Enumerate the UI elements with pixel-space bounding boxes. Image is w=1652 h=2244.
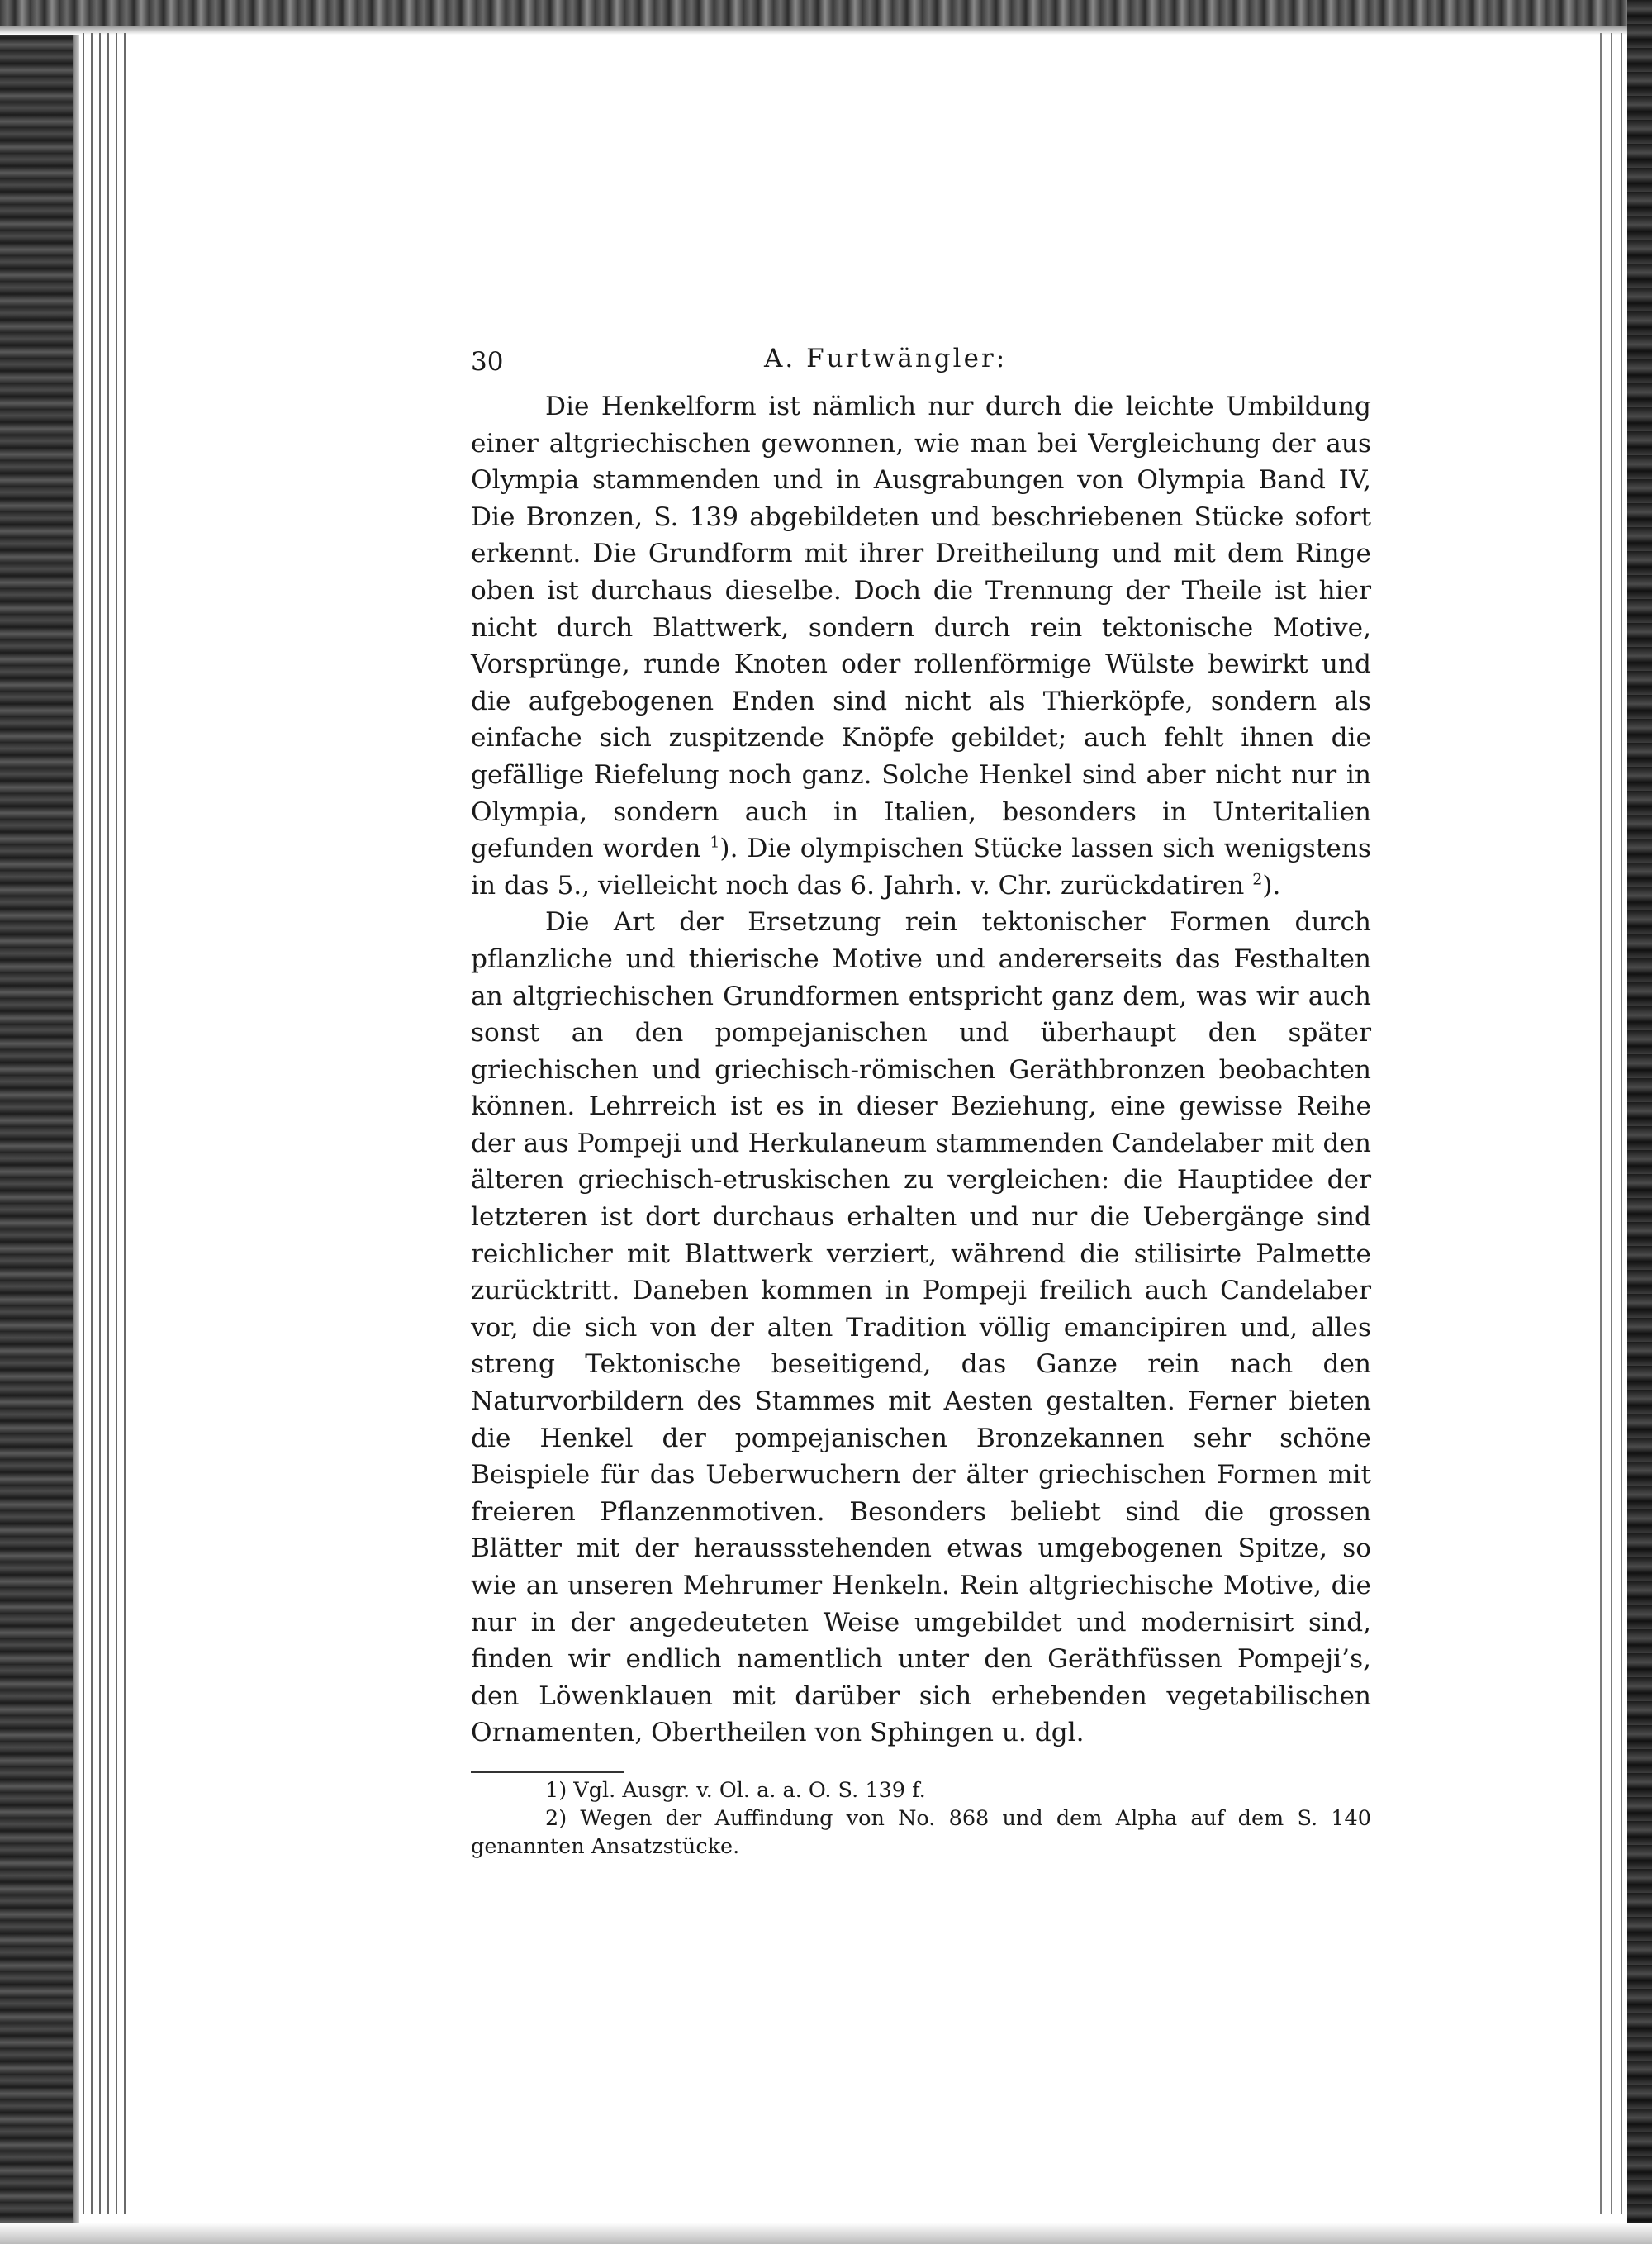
footnote-separator bbox=[471, 1771, 624, 1773]
binding-shadow bbox=[73, 0, 79, 2244]
running-head bbox=[471, 339, 1371, 388]
footnote-marker: 1 bbox=[710, 833, 720, 852]
top-scan-shadow bbox=[0, 26, 1652, 35]
bottom-scan-edge bbox=[0, 2223, 1652, 2244]
page-stack-line bbox=[91, 33, 93, 2214]
running-head-author: A. Furtwängler: bbox=[764, 344, 1008, 373]
page-stack-line bbox=[1621, 33, 1622, 2214]
paragraph bbox=[471, 388, 1371, 904]
page-stack-line bbox=[1600, 33, 1602, 2214]
right-scan-edge bbox=[1627, 0, 1652, 2244]
page-stack-line bbox=[83, 33, 84, 2214]
text-block bbox=[471, 339, 1371, 1861]
book-binding-edge bbox=[0, 0, 76, 2244]
footnote-marker: 2 bbox=[1252, 870, 1263, 889]
page-stack-line bbox=[1611, 33, 1612, 2214]
page-stack-line bbox=[124, 33, 126, 2214]
paragraph-text: ). Die olympischen Stücke lassen sich wenigstens in das 5., vielleicht noch das 6. Jahrh. v. Chr. zurückdatiren bbox=[471, 834, 1372, 901]
page-stack-line bbox=[116, 33, 117, 2214]
top-scan-edge bbox=[0, 0, 1652, 28]
paragraph-text: Die Henkelform ist nämlich nur durch die leichte Umbildung einer altgriechischen gewonnen, wie man bei Vergleichung der aus Olympia stammenden und in Ausgrabungen von Olympia Band IV, Die Bronzen, S. 139 abgebildeten und beschriebenen Stücke sofort erkennt. Die Grundform mit ihrer Dreitheilung und mit dem Ringe oben ist durchaus dieselbe. Doch die Trennung der Theile ist hier nicht durch Blattwerk, sondern durch rein tektonische Motive, Vorsprünge, runde Knoten oder rollenförmige Wülste bewirkt und die aufgebogenen Enden sind nicht als Thierköpfe, sondern als einfache sich zuspitzende Knöpfe gebildet; auch fehlt ihnen die gefällige Riefelung noch ganz. Solche Henkel sind aber nicht nur in Olympia, sondern auch in Italien, besonders in Unteritalien gefunden worden bbox=[471, 392, 1371, 864]
paragraph-text: Die Art der Ersetzung rein tektonischer Formen durch pflanzliche und thierische Motive und andererseits das Festhalten an altgriechischen Grundformen entspricht ganz dem, was wir auch sonst an den pompejanischen und überhaupt den später griechischen und griechisch-römischen Geräthbronzen beobachten können. Lehrreich ist es in dieser Beziehung, eine gewisse Reihe der aus Pompeji und Herkulaneum stammenden Candelaber mit den älteren griechisch-etruskischen zu vergleichen: die Hauptidee der letzteren ist dort durchaus erhalten und nur die Uebergänge sind reichlicher mit Blattwerk verziert, während die stilisirte Palmette zurücktritt. Daneben kommen in Pompeji freilich auch Candelaber vor, die sich von der alten Tradition völlig emancipiren und, alles streng Tektonische beseitigend, das Ganze rein nach den Naturvorbildern des Stammes mit Aesten gestalten. Ferner bieten die Henkel der pompejanischen Bronzekannen sehr schöne Beispiele für das Ueberwuchern der älter griechischen Formen mit freieren Pflanzenmotiven. Besonders beliebt sind die grossen Blätter mit der heraussstehenden etwas umgebogenen Spitze, so wie an unseren Mehrumer Henkeln. Rein altgriechische Motive, die nur in der angedeuteten Weise umgebildet und modernisirt sind, finden wir endlich namentlich unter den Geräthfüssen Pompeji’s, den Löwenklauen mit darüber sich erhebenden vegetabilischen Ornamenten, Obertheilen von Sphingen u. dgl. bbox=[471, 907, 1371, 1748]
page-stack-line bbox=[99, 33, 101, 2214]
footnote: 2) Wegen der Auffindung von No. 868 und dem Alpha auf dem S. 140 genannten Ansatzstücke. bbox=[471, 1805, 1371, 1859]
page-stack-line bbox=[107, 33, 109, 2214]
paragraph bbox=[471, 904, 1371, 1752]
page-number: 30 bbox=[471, 347, 504, 377]
footnote: 1) Vgl. Ausgr. v. Ol. a. a. O. S. 139 f. bbox=[545, 1777, 926, 1803]
paragraph-text: ). bbox=[1262, 870, 1281, 901]
